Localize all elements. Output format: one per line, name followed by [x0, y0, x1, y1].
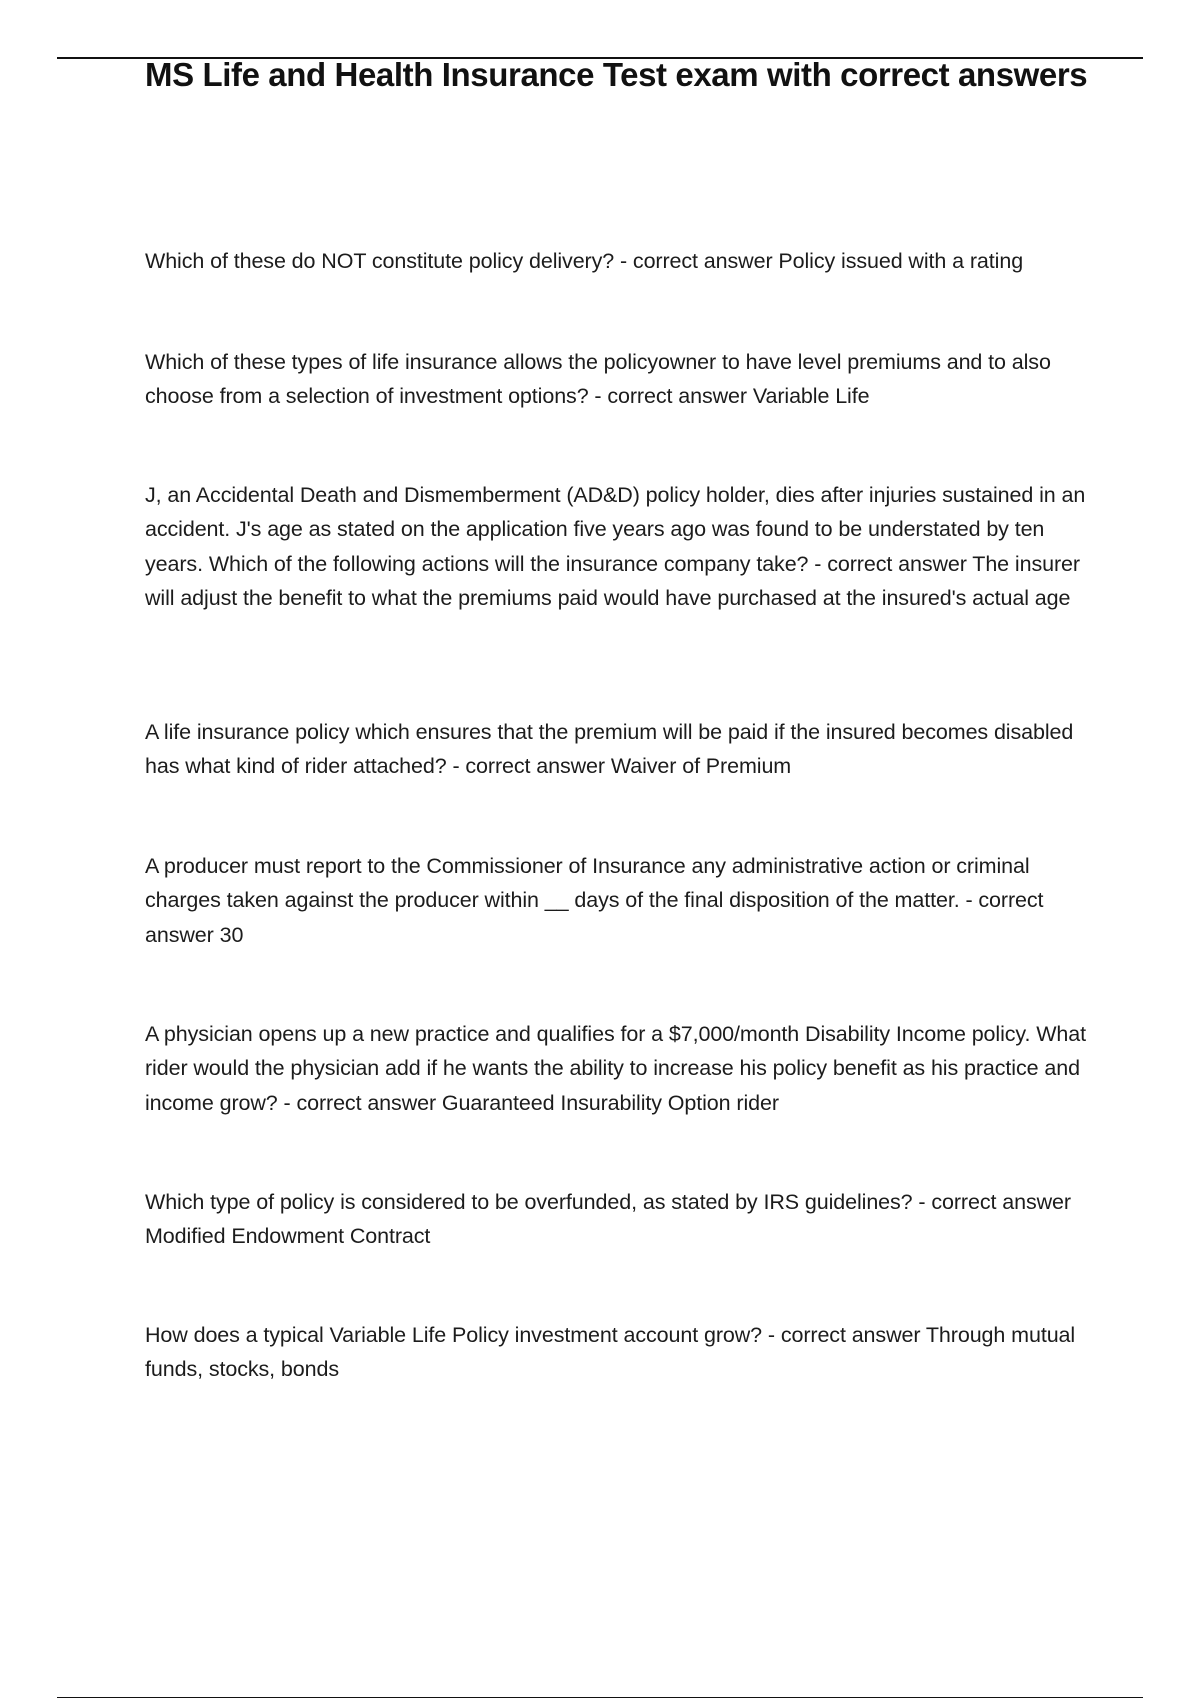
- qa-item-3: J, an Accidental Death and Dismemberment (AD&D) policy holder, dies after injuries sustained in an accident. J's age as stated on the application five years ago was found to be understated by ten years. Which of the following actions will the insurance company take? - correct answer The insurer will adjust the benefit to what the premiums paid would have purchased at the insured's actual age: [145, 483, 1086, 610]
- qa-item-1: Which of these do NOT constitute policy delivery? - correct answer Policy issued with a rating: [145, 249, 1024, 273]
- bottom-rule: [57, 1697, 1143, 1698]
- qa-item-5: A producer must report to the Commissioner of Insurance any administrative action or criminal charges taken against the producer within __ days of the final disposition of the matter. - correct answer 30: [145, 854, 1044, 947]
- qa-item-4: A life insurance policy which ensures that the premium will be paid if the insured becomes disabled has what kind of rider attached? - correct answer Waiver of Premium: [145, 720, 1074, 779]
- qa-item-2: Which of these types of life insurance allows the policyowner to have level premiums and to also choose from a selection of investment options? - correct answer Variable Life: [145, 350, 1051, 409]
- qa-item-7: Which type of policy is considered to be overfunded, as stated by IRS guidelines? - correct answer Modified Endowment Contract: [145, 1190, 1071, 1249]
- qa-item-6: A physician opens up a new practice and qualifies for a $7,000/month Disability Income policy. What rider would the physician add if he wants the ability to increase his policy benefit as his practice and income grow? - correct answer Guaranteed Insurability Option rider: [145, 1022, 1087, 1115]
- document-title: MS Life and Health Insurance Test exam with correct answers: [145, 56, 1088, 93]
- qa-item-8: How does a typical Variable Life Policy investment account grow? - correct answer Through mutual funds, stocks, bonds: [145, 1323, 1076, 1382]
